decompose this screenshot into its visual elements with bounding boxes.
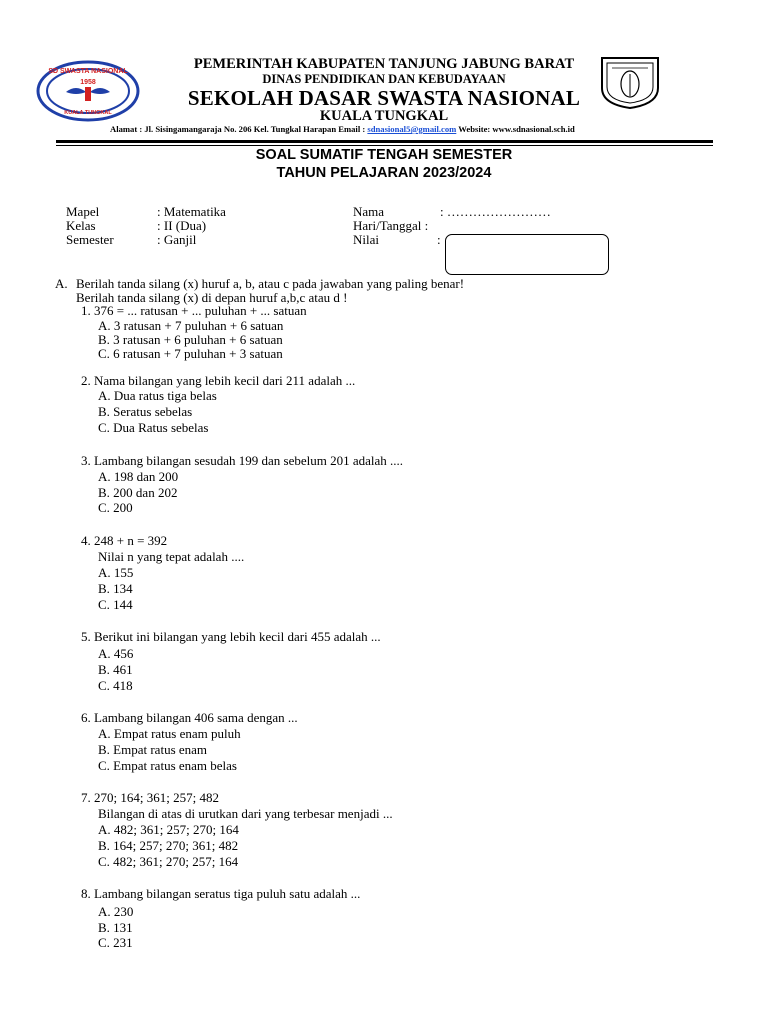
q3-option-c[interactable]: C. 200	[98, 500, 133, 515]
nama-label: Nama	[353, 204, 385, 219]
q5-option-c[interactable]: C. 418	[98, 678, 133, 693]
address-text: Alamat : Jl. Sisingamangaraja No. 206 Kel. Tungkal Harapan Email :	[110, 124, 368, 134]
logo-year: 1958	[80, 79, 96, 86]
semester-label: Semester	[66, 232, 114, 247]
question-5: 5. Berikut ini bilangan yang lebih kecil dari 455 adalah ...	[81, 629, 381, 644]
logo-text-top: SD SWASTA NASIONAL	[48, 68, 128, 75]
letterhead-rule-thick	[56, 140, 713, 143]
section-instruction-1: Berilah tanda silang (x) huruf a, b, atau c pada jawaban yang paling benar!	[76, 276, 465, 291]
mapel-value: : Matematika	[157, 204, 226, 219]
section-instruction-2: Berilah tanda silang (x) di depan huruf a,b,c atau d !	[76, 290, 348, 305]
letterhead-address	[110, 124, 575, 134]
exam-year: TAHUN PELAJARAN 2023/2024	[276, 165, 492, 181]
question-2: 2. Nama bilangan yang lebih kecil dari 211 adalah ...	[81, 373, 356, 388]
q8-option-c[interactable]: C. 231	[98, 935, 133, 950]
q4-option-c[interactable]: C. 144	[98, 597, 133, 612]
q1-option-b[interactable]: B. 3 ratusan + 6 puluhan + 6 satuan	[98, 332, 283, 347]
semester-value: : Ganjil	[157, 232, 197, 247]
kelas-label: Kelas	[66, 218, 96, 233]
website-text: Website: www.sdnasional.sch.id	[456, 124, 575, 134]
mapel-label: Mapel	[66, 204, 100, 219]
q7-option-c[interactable]: C. 482; 361; 270; 257; 164	[98, 854, 239, 869]
email-link[interactable]: sdnasional5@gmail.com	[367, 124, 457, 134]
nilai-score-box[interactable]	[445, 234, 609, 275]
question-3: 3. Lambang bilangan sesudah 199 dan sebelum 201 adalah ....	[81, 453, 404, 468]
letterhead-rule-thin	[56, 145, 713, 146]
q5-option-a[interactable]: A. 456	[98, 646, 134, 661]
q6-option-c[interactable]: C. Empat ratus enam belas	[98, 758, 237, 773]
q4-option-b[interactable]: B. 134	[98, 581, 133, 596]
q3-option-b[interactable]: B. 200 dan 202	[98, 485, 178, 500]
nilai-colon: :	[437, 232, 441, 247]
q8-option-a[interactable]: A. 230	[98, 904, 134, 919]
q1-option-c[interactable]: C. 6 ratusan + 7 puluhan + 3 satuan	[98, 346, 283, 361]
q4-subtext: Nilai n yang tepat adalah ....	[98, 549, 245, 564]
question-1: 1. 376 = ... ratusan + ... puluhan + ... satuan	[81, 303, 307, 318]
exam-title: SOAL SUMATIF TENGAH SEMESTER	[255, 147, 513, 163]
kelas-value: : II (Dua)	[157, 218, 207, 233]
q7-subtext: Bilangan di atas di urutkan dari yang terbesar menjadi ...	[98, 806, 393, 821]
q3-option-a[interactable]: A. 198 dan 200	[98, 469, 179, 484]
q1-option-a[interactable]: A. 3 ratusan + 7 puluhan + 6 satuan	[98, 318, 284, 333]
question-4: 4. 248 + n = 392	[81, 533, 168, 548]
question-7: 7. 270; 164; 361; 257; 482	[81, 790, 219, 805]
q2-option-b[interactable]: B. Seratus sebelas	[98, 404, 193, 419]
question-6: 6. Lambang bilangan 406 sama dengan ...	[81, 710, 298, 725]
nilai-label: Nilai	[353, 232, 379, 247]
q6-option-b[interactable]: B. Empat ratus enam	[98, 742, 208, 757]
letterhead-school-name: SEKOLAH DASAR SWASTA NASIONAL	[187, 86, 581, 110]
q7-option-b[interactable]: B. 164; 257; 270; 361; 482	[98, 838, 239, 853]
hari-tanggal-label: Hari/Tanggal :	[353, 218, 429, 233]
q8-option-b[interactable]: B. 131	[98, 920, 133, 935]
q2-option-a[interactable]: A. Dua ratus tiga belas	[98, 388, 217, 403]
q2-option-c[interactable]: C. Dua Ratus sebelas	[98, 420, 209, 435]
letterhead-town: KUALA TUNGKAL	[319, 108, 449, 124]
letterhead-government: PEMERINTAH KABUPATEN TANJUNG JABUNG BARAT	[193, 56, 575, 72]
q7-option-a[interactable]: A. 482; 361; 257; 270; 164	[98, 822, 239, 837]
q6-option-a[interactable]: A. Empat ratus enam puluh	[98, 726, 241, 741]
q5-option-b[interactable]: B. 461	[98, 662, 133, 677]
nama-field[interactable]: : ……………………	[440, 204, 551, 219]
logo-text-bottom: KUALA TUNGKAL	[64, 110, 112, 116]
section-letter: A.	[55, 276, 68, 291]
letterhead-department: DINAS PENDIDIKAN DAN KEBUDAYAAN	[262, 72, 506, 86]
q4-option-a[interactable]: A. 155	[98, 565, 134, 580]
question-8: 8. Lambang bilangan seratus tiga puluh satu adalah ...	[81, 886, 361, 901]
